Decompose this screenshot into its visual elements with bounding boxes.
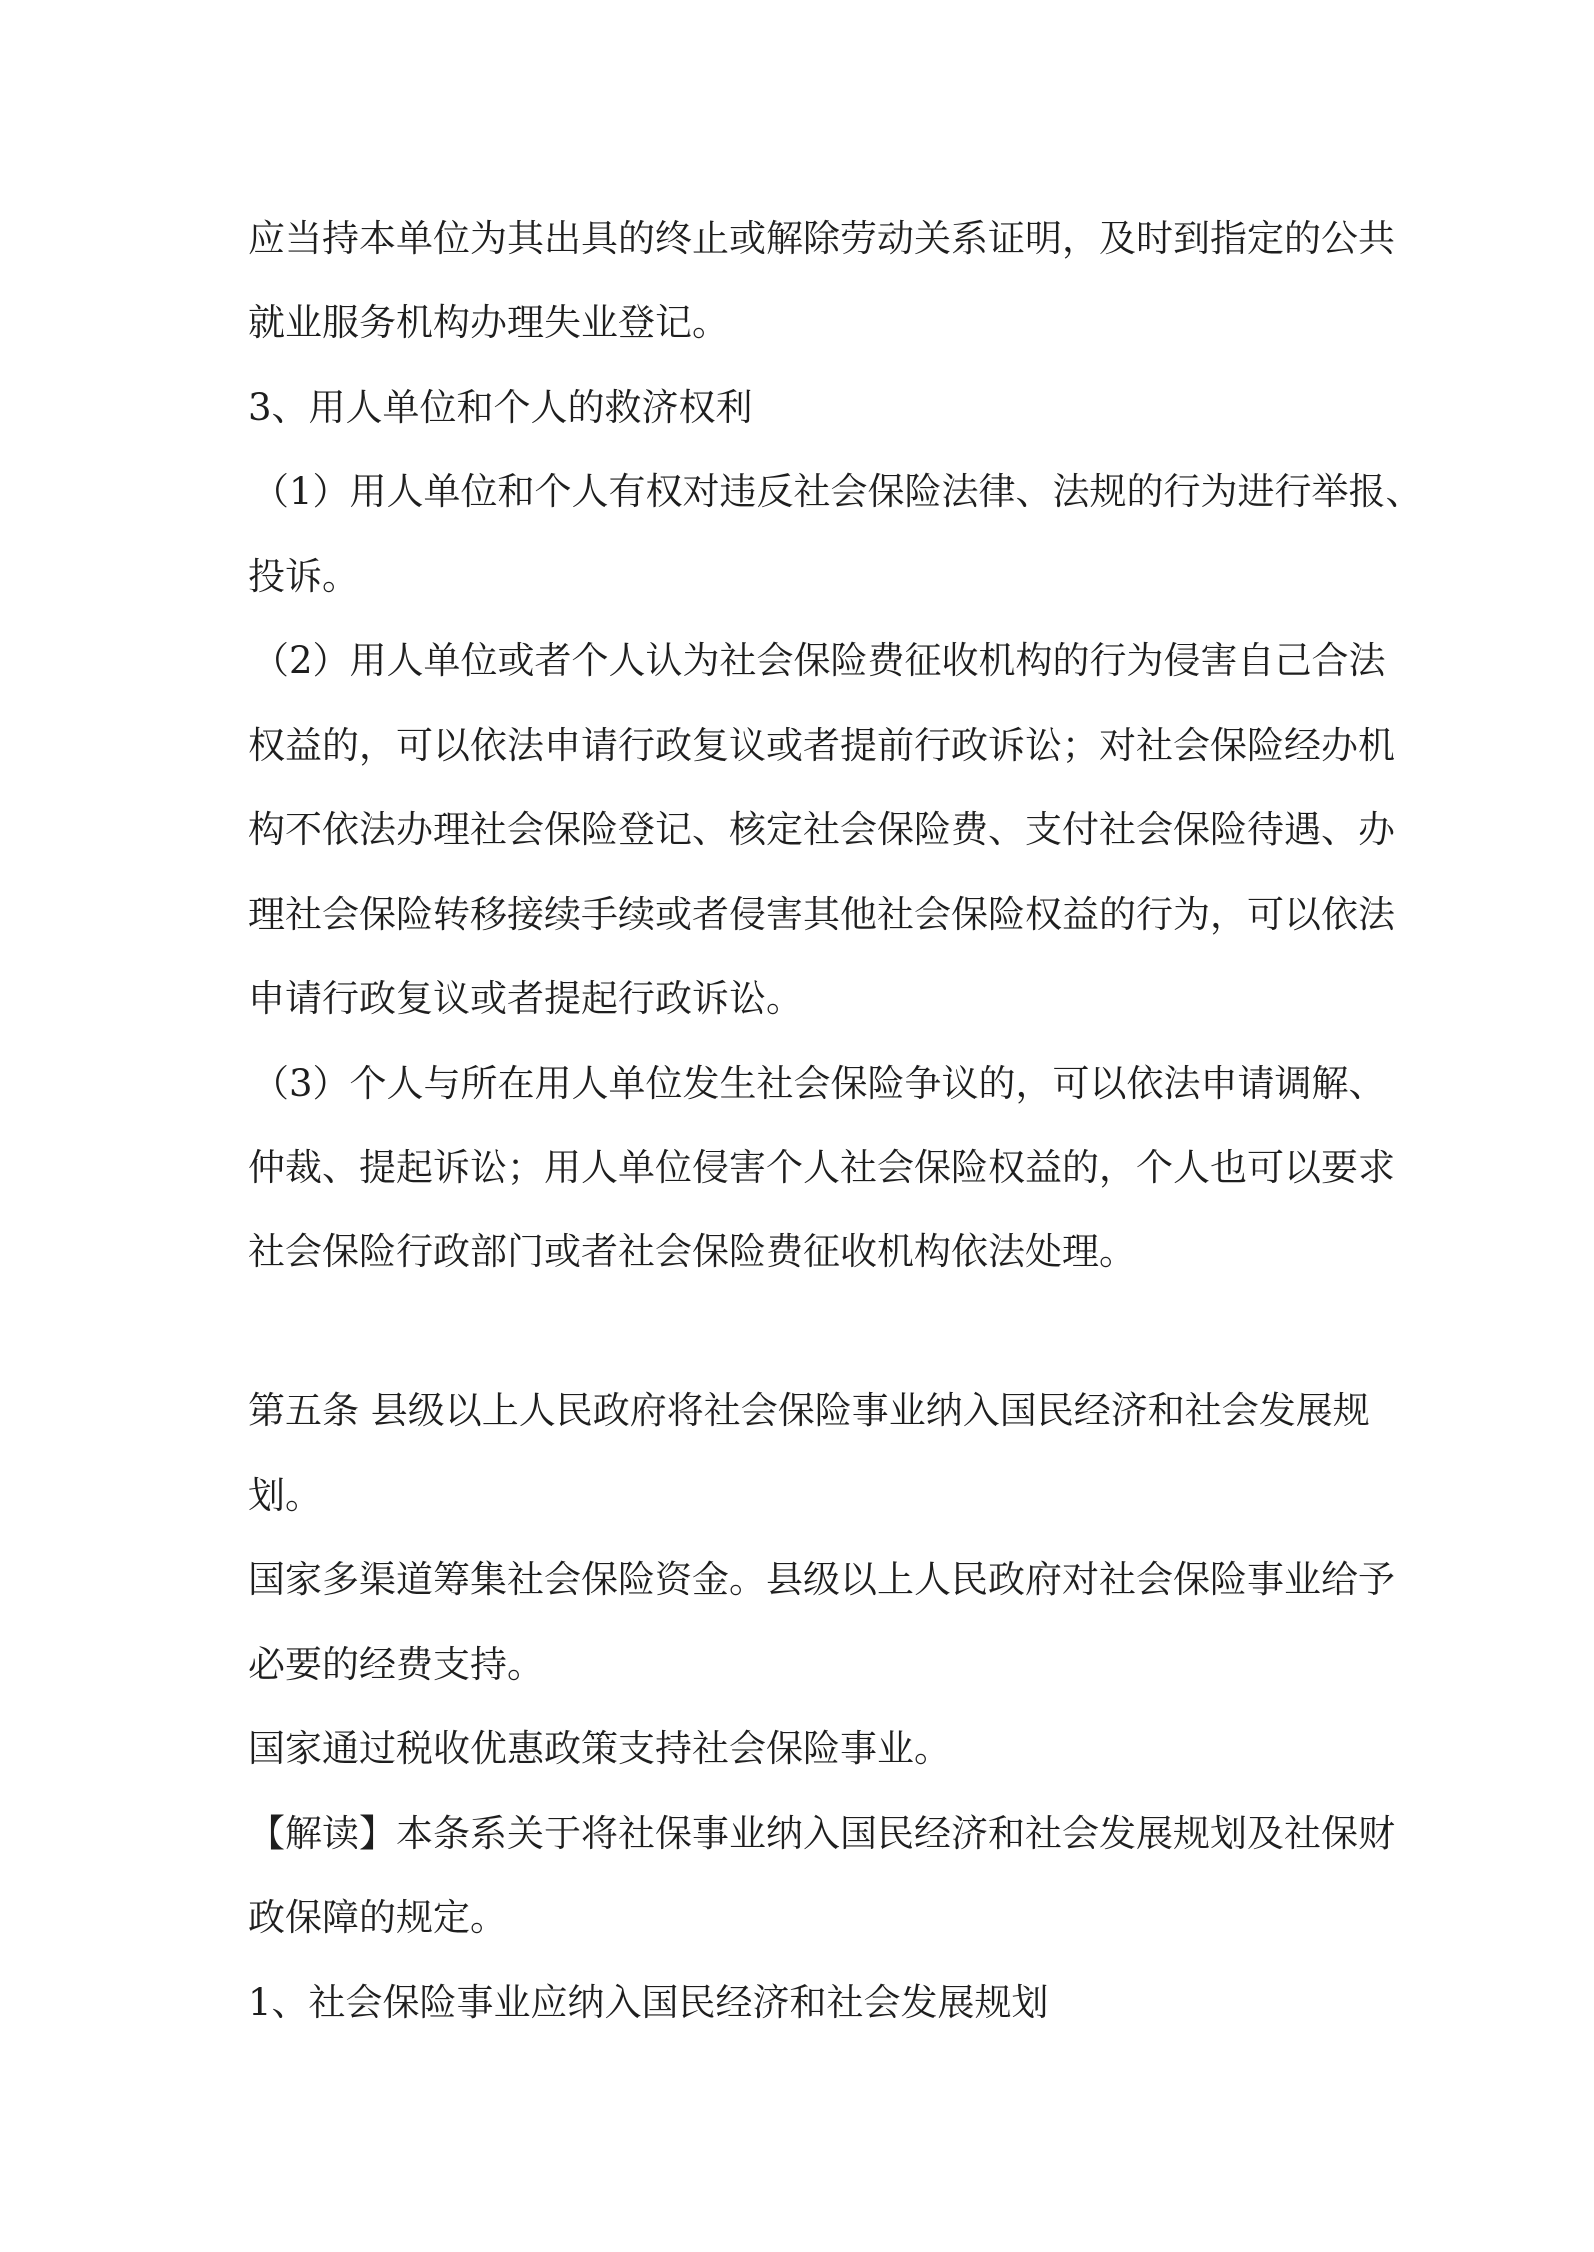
text-line: 理社会保险转移接续手续或者侵害其他社会保险权益的行为，可以依法 — [248, 893, 1395, 936]
article-heading-line: 第五条 县级以上人民政府将社会保险事业纳入国民经济和社会发展规 — [248, 1389, 1370, 1432]
text-line: 必要的经费支持。 — [248, 1643, 544, 1686]
text-line: 政保障的规定。 — [248, 1896, 507, 1939]
text-line: 构不依法办理社会保险登记、核定社会保险费、支付社会保险待遇、办 — [248, 808, 1395, 851]
text-line: （3）个人与所在用人单位发生社会保险争议的，可以依法申请调解、 — [252, 1062, 1386, 1105]
text-line: 就业服务机构办理失业登记。 — [248, 301, 729, 344]
interpretation-line: 【解读】本条系关于将社保事业纳入国民经济和社会发展规划及社保财 — [248, 1812, 1395, 1855]
text-line: （2）用人单位或者个人认为社会保险费征收机构的行为侵害自己合法 — [252, 639, 1386, 682]
text-line: 社会保险行政部门或者社会保险费征收机构依法处理。 — [248, 1230, 1136, 1273]
text-line: 仲裁、提起诉讼；用人单位侵害个人社会保险权益的，个人也可以要求 — [248, 1146, 1395, 1189]
text-line: 1、社会保险事业应纳入国民经济和社会发展规划 — [248, 1981, 1049, 2024]
text-line: 投诉。 — [248, 555, 359, 598]
text-line: 应当持本单位为其出具的终止或解除劳动关系证明，及时到指定的公共 — [248, 217, 1395, 260]
text-line: 划。 — [248, 1474, 322, 1517]
text-line: 权益的，可以依法申请行政复议或者提前行政诉讼；对社会保险经办机 — [248, 724, 1395, 767]
text-line: 国家通过税收优惠政策支持社会保险事业。 — [248, 1727, 951, 1770]
text-line: 国家多渠道筹集社会保险资金。县级以上人民政府对社会保险事业给予 — [248, 1558, 1395, 1601]
text-line: 3、用人单位和个人的救济权利 — [248, 386, 753, 429]
text-line: 申请行政复议或者提起行政诉讼。 — [248, 977, 803, 1020]
text-line: （1）用人单位和个人有权对违反社会保险法律、法规的行为进行举报、 — [252, 470, 1423, 513]
